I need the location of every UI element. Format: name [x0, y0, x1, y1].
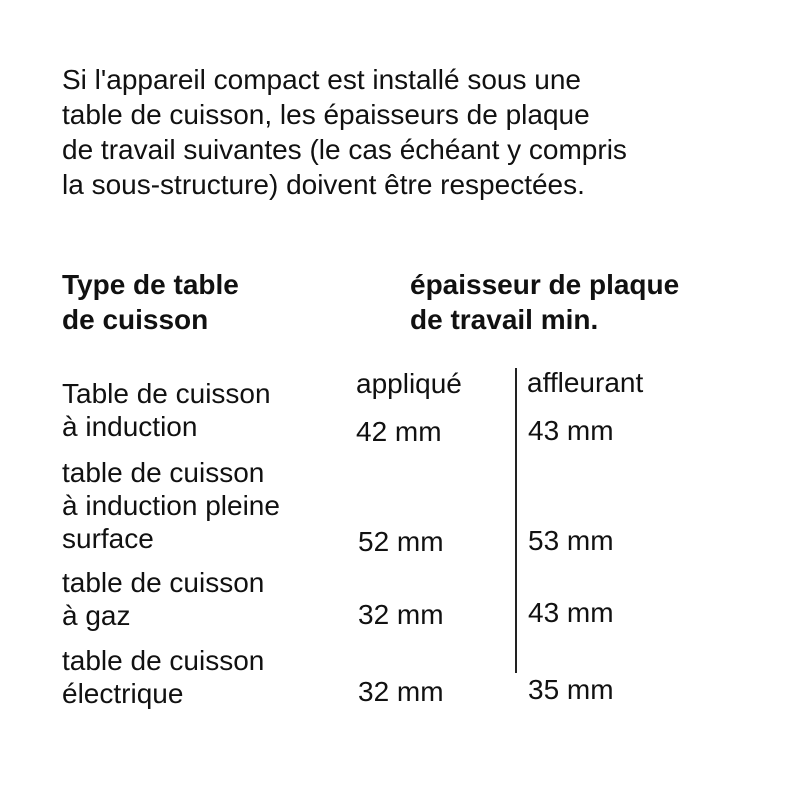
intro-line: table de cuisson, les épaisseurs de plaque	[62, 99, 590, 130]
cell-applique-gas: 32 mm	[358, 599, 444, 630]
cell-affleurant-induction: 43 mm	[528, 415, 614, 446]
row-label-line: table de cuisson	[62, 457, 265, 488]
column-header-affleurant: affleurant	[527, 367, 644, 398]
header-hob-type-line: Type de table	[62, 269, 239, 300]
row-label-line: Table de cuisson	[62, 378, 271, 409]
row-label-induction-full-surface	[62, 456, 280, 555]
intro-line: la sous-structure) doivent être respectées.	[62, 169, 585, 200]
row-label-line: électrique	[62, 678, 184, 709]
column-header-applique: appliqué	[356, 368, 462, 399]
intro-line: Si l'appareil compact est installé sous une	[62, 64, 581, 95]
header-thickness-line: de travail min.	[410, 304, 599, 335]
cell-affleurant-gas: 43 mm	[528, 597, 614, 628]
cell-applique-induction: 42 mm	[356, 416, 442, 447]
row-label-induction	[62, 377, 271, 443]
intro-paragraph	[62, 62, 762, 202]
row-label-line: table de cuisson	[62, 645, 265, 676]
header-thickness-line: épaisseur de plaque	[410, 269, 680, 300]
cell-affleurant-electric: 35 mm	[528, 674, 614, 705]
intro-line: de travail suivantes (le cas échéant y compris	[62, 134, 627, 165]
row-label-line: à induction	[62, 411, 198, 442]
cell-applique-induction-full-surface: 52 mm	[358, 526, 444, 557]
row-label-gas	[62, 566, 264, 632]
row-label-line: à gaz	[62, 600, 131, 631]
column-divider	[515, 368, 517, 673]
row-label-line: à induction pleine	[62, 490, 280, 521]
row-label-line: surface	[62, 523, 154, 554]
header-hob-type-line: de cuisson	[62, 304, 209, 335]
cell-affleurant-induction-full-surface: 53 mm	[528, 525, 614, 556]
row-label-line: table de cuisson	[62, 567, 265, 598]
row-label-electric	[62, 644, 264, 710]
header-worktop-thickness	[410, 267, 679, 337]
header-hob-type	[62, 267, 239, 337]
cell-applique-electric: 32 mm	[358, 676, 444, 707]
